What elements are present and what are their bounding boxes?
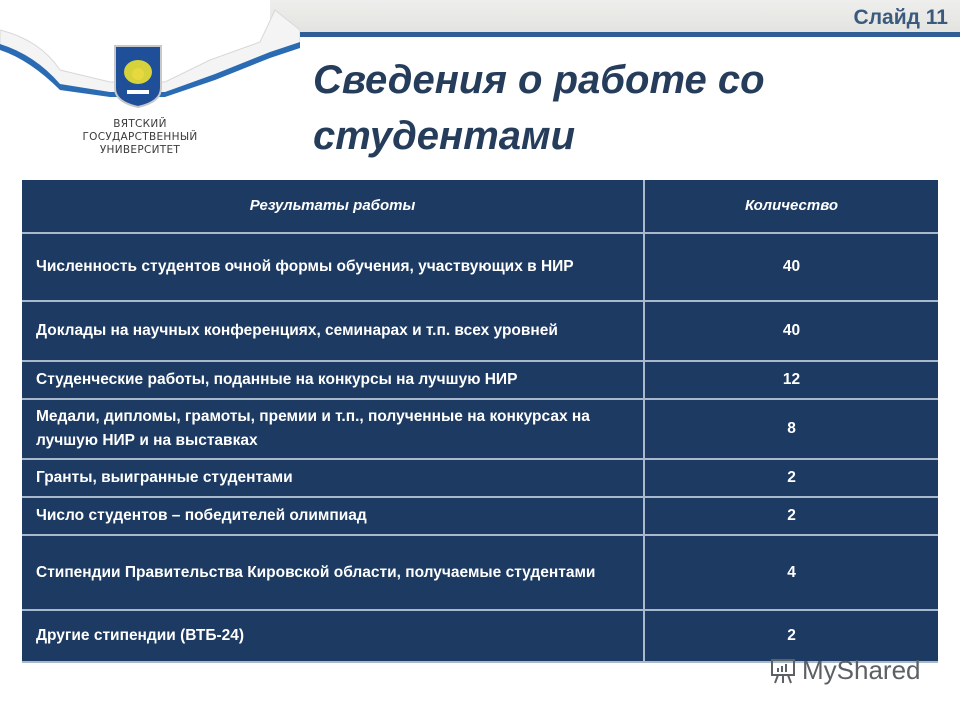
header-results: Результаты работы bbox=[22, 180, 644, 233]
watermark-text: MyShared bbox=[802, 655, 921, 685]
table-row bbox=[22, 361, 938, 399]
row-label: Доклады на научных конференциях, семинарах и т.п. всех уровней bbox=[22, 301, 644, 361]
table-row bbox=[22, 535, 938, 610]
results-table bbox=[22, 180, 938, 663]
presentation-board-icon bbox=[768, 656, 798, 686]
header-quantity: Количество bbox=[644, 180, 938, 233]
row-label: Число студентов – победителей олимпиад bbox=[22, 497, 644, 535]
university-name bbox=[70, 118, 210, 157]
row-value: 12 bbox=[644, 361, 938, 399]
table-row bbox=[22, 301, 938, 361]
row-label: Численность студентов очной формы обучения, участвующих в НИР bbox=[22, 233, 644, 301]
myshared-watermark[interactable] bbox=[768, 655, 921, 686]
university-crest-icon bbox=[113, 44, 163, 108]
logo-line-1: ВЯТСКИЙ bbox=[113, 118, 167, 130]
row-label: Медали, дипломы, грамоты, премии и т.п., полученные на конкурсах на лучшую НИР и на выставках bbox=[22, 399, 644, 459]
title-line-2: студентами bbox=[313, 114, 576, 158]
table-row bbox=[22, 399, 938, 459]
logo-line-3: УНИВЕРСИТЕТ bbox=[99, 144, 181, 156]
row-label: Студенческие работы, поданные на конкурсы на лучшую НИР bbox=[22, 361, 644, 399]
row-value: 2 bbox=[644, 497, 938, 535]
row-value: 4 bbox=[644, 535, 938, 610]
row-label: Другие стипендии (ВТБ-24) bbox=[22, 610, 644, 662]
row-label: Гранты, выигранные студентами bbox=[22, 459, 644, 497]
slide-number: Слайд 11 bbox=[853, 6, 948, 29]
table-row bbox=[22, 459, 938, 497]
page-title bbox=[313, 52, 913, 164]
row-value: 2 bbox=[644, 459, 938, 497]
table-row bbox=[22, 497, 938, 535]
row-value: 40 bbox=[644, 301, 938, 361]
logo-line-2: ГОСУДАРСТВЕННЫЙ bbox=[82, 131, 198, 143]
header-rule bbox=[270, 32, 960, 37]
row-value: 40 bbox=[644, 233, 938, 301]
row-value: 2 bbox=[644, 610, 938, 662]
row-label: Стипендии Правительства Кировской области, получаемые студентами bbox=[22, 535, 644, 610]
title-line-1: Сведения о работе со bbox=[313, 58, 765, 102]
table-row bbox=[22, 233, 938, 301]
table-header-row bbox=[22, 180, 938, 233]
row-value: 8 bbox=[644, 399, 938, 459]
